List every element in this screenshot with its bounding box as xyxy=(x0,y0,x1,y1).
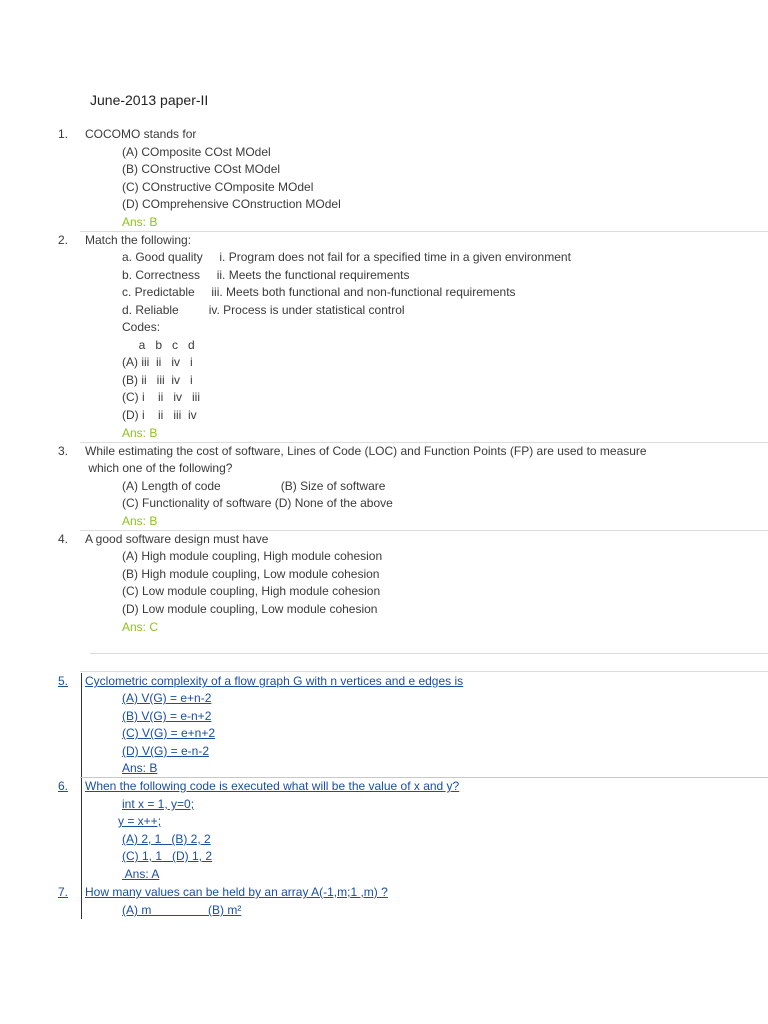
answer-link[interactable]: Ans: B xyxy=(122,761,158,775)
option: (B) High module coupling, Low module cohesion xyxy=(122,567,380,581)
option: (A) COmposite COst MOdel xyxy=(122,145,271,159)
question-number: 2. xyxy=(58,233,69,247)
answer: Ans: B xyxy=(122,215,158,229)
question-number[interactable]: 6. xyxy=(58,779,69,793)
answer: Ans: B xyxy=(122,514,158,528)
question-text: While estimating the cost of software, Lines of Code (LOC) and Function Points (FP) are used to measure xyxy=(85,444,647,458)
question-link[interactable]: Cyclometric complexity of a flow graph G with n vertices and e edges is xyxy=(85,674,464,688)
option: (D) i ii iii iv xyxy=(122,408,197,422)
option-link[interactable]: (D) V(G) = e-n-2 xyxy=(122,744,210,758)
question-text: COCOMO stands for xyxy=(85,127,197,141)
option-link[interactable]: (A) m (B) m² xyxy=(122,903,242,917)
section-bar xyxy=(81,673,82,919)
question-link[interactable]: When the following code is executed what will be the value of x and y? xyxy=(85,779,460,793)
option: (D) Low module coupling, Low module cohesion xyxy=(122,602,378,616)
question-number[interactable]: 7. xyxy=(58,885,69,899)
answer: Ans: B xyxy=(122,426,158,440)
question-number: 1. xyxy=(58,127,69,141)
option-link[interactable]: (C) V(G) = e+n+2 xyxy=(122,726,216,740)
code-line[interactable]: y = x++; xyxy=(118,814,162,828)
divider xyxy=(80,671,768,672)
option: (A) Length of code (B) Size of software xyxy=(122,479,386,493)
option: (A) High module coupling, High module cohesion xyxy=(122,549,383,563)
question-number: 4. xyxy=(58,532,69,546)
question-number[interactable]: 5. xyxy=(58,674,69,688)
answer-link[interactable]: Ans: A xyxy=(122,867,160,881)
match-row: b. Correctness ii. Meets the functional requirements xyxy=(122,268,410,282)
option: (C) COnstructive COmposite MOdel xyxy=(122,180,314,194)
codes-label: Codes: xyxy=(122,320,161,334)
paper-title: June-2013 paper-II xyxy=(90,92,209,108)
option: (C) Functionality of software (D) None of the above xyxy=(122,496,393,510)
question-text: A good software design must have xyxy=(85,532,269,546)
code-line[interactable]: int x = 1, y=0; xyxy=(122,797,195,811)
option: (C) i ii iv iii xyxy=(122,390,200,404)
option: (B) ii iii iv i xyxy=(122,373,193,387)
question-text: Match the following: xyxy=(85,233,192,247)
match-row: c. Predictable iii. Meets both functional and non-functional requirements xyxy=(122,285,516,299)
question-text: which one of the following? xyxy=(85,461,233,475)
match-row: d. Reliable iv. Process is under statistical control xyxy=(122,303,405,317)
option: (A) iii ii iv i xyxy=(122,355,193,369)
question-link[interactable]: How many values can be held by an array A(-1,m;1 ,m) ? xyxy=(85,885,388,899)
option-link[interactable]: (A) V(G) = e+n-2 xyxy=(122,691,212,705)
option-link[interactable]: (B) V(G) = e-n+2 xyxy=(122,709,212,723)
question-number: 3. xyxy=(58,444,69,458)
option: (B) COnstructive COst MOdel xyxy=(122,162,281,176)
divider xyxy=(90,653,768,654)
option: (C) Low module coupling, High module cohesion xyxy=(122,584,381,598)
option-link[interactable]: (C) 1, 1 (D) 1, 2 xyxy=(122,849,213,863)
option: (D) COmprehensive COnstruction MOdel xyxy=(122,197,341,211)
answer: Ans: C xyxy=(122,620,159,634)
match-row: a. Good quality i. Program does not fail for a specified time in a given environment xyxy=(122,250,571,264)
option-link[interactable]: (A) 2, 1 (B) 2, 2 xyxy=(122,832,211,846)
codes-header: a b c d xyxy=(122,338,195,352)
